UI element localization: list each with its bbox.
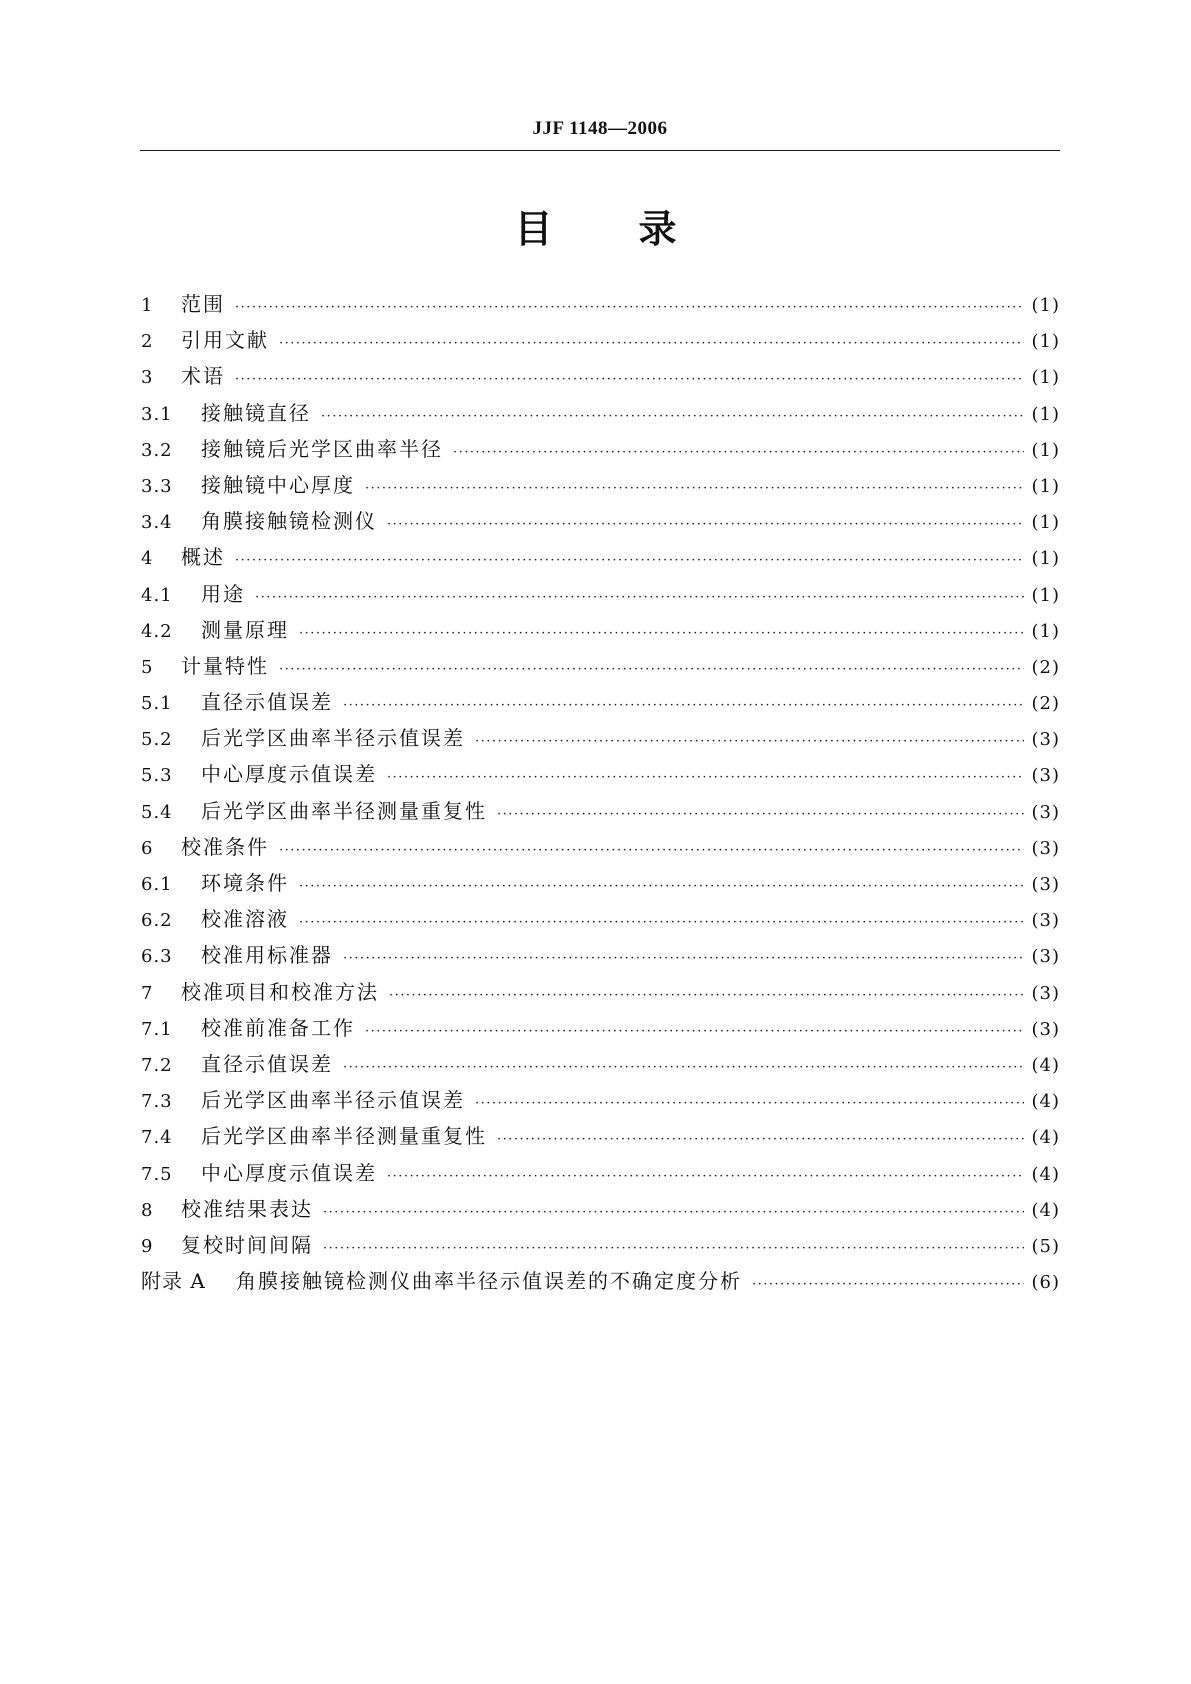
toc-entry[interactable] <box>141 360 1060 396</box>
toc-entry-title: 接触镜后光学区曲率半径 <box>201 436 443 461</box>
toc-entry-number: 9 <box>141 1235 154 1257</box>
toc-entry-page: (1) <box>1031 331 1060 353</box>
toc-entry-number: 4.1 <box>141 584 173 606</box>
toc-entry-page: (4) <box>1031 1091 1060 1113</box>
toc-entry[interactable] <box>141 939 1060 975</box>
header-divider <box>140 150 1060 151</box>
toc-entry-number: 7.4 <box>141 1127 173 1149</box>
toc-entry[interactable] <box>141 795 1060 831</box>
page-header-standard-code: JJF 1148—2006 <box>532 118 668 139</box>
toc-entry-number: 7.5 <box>141 1163 173 1185</box>
toc-entry-title: 校准结果表达 <box>181 1196 313 1221</box>
toc-entry-page: (3) <box>1031 874 1060 895</box>
toc-entry[interactable] <box>141 1157 1060 1193</box>
toc-entry-number: 4.2 <box>141 620 173 642</box>
toc-entry-title: 后光学区曲率半径示值误差 <box>201 726 465 751</box>
toc-leader-dots <box>387 1169 1024 1184</box>
toc-entry-number: 6.2 <box>141 910 173 932</box>
toc-entry-title: 后光学区曲率半径示值误差 <box>201 1088 465 1113</box>
toc-leader-dots <box>343 698 1024 713</box>
toc-entry-page: (4) <box>1031 1127 1060 1149</box>
toc-leader-dots <box>323 1205 1024 1220</box>
toc-entry[interactable] <box>141 288 1060 324</box>
toc-entry-title: 测量原理 <box>201 617 289 642</box>
toc-entry-page: (1) <box>1031 475 1060 497</box>
toc-entry-number: 1 <box>141 295 154 316</box>
toc-entry-page: (1) <box>1031 403 1060 425</box>
toc-entry-title: 计量特性 <box>181 653 269 678</box>
toc-leader-dots <box>235 553 1024 568</box>
toc-entry-number: 3.1 <box>141 403 173 425</box>
toc-entry[interactable] <box>141 541 1060 577</box>
toc-entry-number: 6.3 <box>141 946 173 968</box>
toc-entry-title: 概述 <box>181 545 225 570</box>
page-title <box>0 204 1191 254</box>
toc-leader-dots <box>453 445 1024 460</box>
toc-entry[interactable] <box>141 578 1060 614</box>
toc-entry[interactable] <box>141 758 1060 794</box>
toc-leader-dots <box>299 879 1024 894</box>
toc-entry-page: (3) <box>1031 910 1060 932</box>
toc-entry-page: (1) <box>1031 584 1060 606</box>
toc-entry-page: (3) <box>1031 982 1060 1004</box>
toc-entry-page: (1) <box>1031 439 1060 461</box>
toc-entry-title: 校准项目和校准方法 <box>181 979 379 1004</box>
toc-entry-title: 中心厚度示值误差 <box>201 1160 377 1185</box>
toc-entry[interactable] <box>141 397 1060 433</box>
toc-entry-number: 5.1 <box>141 693 173 715</box>
toc-entry-page: (3) <box>1031 946 1060 968</box>
toc-entry-title: 角膜接触镜检测仪 <box>201 509 377 534</box>
table-of-contents <box>141 288 1060 1301</box>
toc-entry-number: 7 <box>141 982 154 1004</box>
toc-entry-number: 6 <box>141 837 154 859</box>
toc-entry-appendix[interactable] <box>141 1265 1060 1301</box>
toc-entry-page: (1) <box>1031 620 1060 642</box>
toc-entry-number: 8 <box>141 1199 154 1221</box>
toc-entry-number: 5 <box>141 656 154 678</box>
toc-leader-dots <box>365 1024 1024 1039</box>
toc-entry[interactable] <box>141 867 1060 903</box>
toc-entry-number: 7.3 <box>141 1091 173 1113</box>
toc-entry[interactable] <box>141 831 1060 867</box>
toc-leader-dots <box>279 843 1024 858</box>
toc-entry-title: 引用文献 <box>181 328 269 353</box>
toc-entry-number: 3.4 <box>141 512 173 534</box>
toc-leader-dots <box>387 517 1024 532</box>
toc-entry-number: 7.2 <box>141 1054 173 1076</box>
toc-entry-page: (4) <box>1031 1054 1060 1076</box>
toc-entry[interactable] <box>141 686 1060 722</box>
toc-leader-dots <box>323 1241 1024 1256</box>
toc-entry-page: (3) <box>1031 837 1060 859</box>
toc-entry[interactable] <box>141 1229 1060 1265</box>
toc-entry[interactable] <box>141 1193 1060 1229</box>
toc-entry-title: 后光学区曲率半径测量重复性 <box>201 798 487 823</box>
toc-entry-number: 2 <box>141 331 154 353</box>
toc-entry-page: (4) <box>1031 1163 1060 1185</box>
toc-entry-page: (6) <box>1031 1272 1060 1294</box>
toc-leader-dots <box>343 1060 1024 1075</box>
toc-entry-page: (3) <box>1031 729 1060 751</box>
toc-leader-dots <box>321 409 1024 424</box>
toc-entry[interactable] <box>141 505 1060 541</box>
toc-entry[interactable] <box>141 1084 1060 1120</box>
toc-leader-dots <box>279 336 1024 351</box>
toc-entry-title: 校准用标准器 <box>201 943 333 968</box>
title-char-1: 目 <box>514 207 553 251</box>
toc-entry-title: 校准条件 <box>181 834 269 859</box>
toc-entry-title: 接触镜直径 <box>201 400 311 425</box>
toc-entry-title: 直径示值误差 <box>201 690 333 715</box>
toc-entry-title: 用途 <box>201 581 245 606</box>
toc-entry-page: (1) <box>1031 548 1060 570</box>
toc-entry-number: 5.3 <box>141 765 173 787</box>
toc-entry-number: 3.2 <box>141 439 173 461</box>
toc-entry-page: (1) <box>1031 367 1060 389</box>
toc-leader-dots <box>387 770 1024 785</box>
toc-entry-title: 角膜接触镜检测仪曲率半径示值误差的不确定度分析 <box>236 1269 742 1294</box>
toc-entry-title: 中心厚度示值误差 <box>201 762 377 787</box>
toc-entry-number: 7.1 <box>141 1018 173 1040</box>
toc-entry[interactable] <box>141 614 1060 650</box>
toc-leader-dots <box>255 590 1024 605</box>
toc-leader-dots <box>343 951 1024 966</box>
toc-leader-dots <box>389 988 1024 1003</box>
toc-entry[interactable] <box>141 650 1060 686</box>
toc-entry-title: 范围 <box>181 292 225 316</box>
toc-entry-number: 3 <box>141 367 154 389</box>
toc-entry[interactable] <box>141 469 1060 505</box>
toc-entry-title: 后光学区曲率半径测量重复性 <box>201 1124 487 1149</box>
toc-entry-page: (5) <box>1031 1235 1060 1257</box>
toc-entry[interactable] <box>141 976 1060 1012</box>
toc-leader-dots <box>365 481 1024 496</box>
toc-leader-dots <box>299 626 1024 641</box>
toc-entry-title: 校准前准备工作 <box>201 1015 355 1040</box>
toc-entry-page: (2) <box>1031 693 1060 715</box>
toc-entry-page: (1) <box>1031 512 1060 534</box>
toc-entry-number: 5.2 <box>141 729 173 751</box>
toc-entry-title: 直径示值误差 <box>201 1051 333 1076</box>
toc-entry-title: 术语 <box>181 364 225 389</box>
toc-entry-number: 6.1 <box>141 874 173 895</box>
toc-entry-title: 复校时间间隔 <box>181 1232 313 1257</box>
toc-entry[interactable] <box>141 1120 1060 1156</box>
toc-entry[interactable] <box>141 433 1060 469</box>
toc-entry-page: (3) <box>1031 1018 1060 1040</box>
title-char-2: 录 <box>638 207 677 251</box>
toc-entry[interactable] <box>141 324 1060 360</box>
toc-entry-number: 3.3 <box>141 475 173 497</box>
toc-leader-dots <box>475 734 1024 749</box>
toc-entry-page: (2) <box>1031 656 1060 678</box>
toc-entry[interactable] <box>141 903 1060 939</box>
toc-entry-title: 接触镜中心厚度 <box>201 472 355 497</box>
toc-leader-dots <box>235 372 1024 387</box>
toc-leader-dots <box>497 1132 1024 1147</box>
toc-entry-page: (3) <box>1031 765 1060 787</box>
toc-leader-dots <box>475 1096 1024 1111</box>
toc-entry[interactable] <box>141 1012 1060 1048</box>
toc-entry-page: (1) <box>1031 295 1060 316</box>
toc-leader-dots <box>752 1277 1024 1292</box>
toc-leader-dots <box>235 300 1024 315</box>
toc-leader-dots <box>497 807 1024 822</box>
toc-entry-title: 校准溶液 <box>201 907 289 932</box>
toc-entry-page: (3) <box>1031 801 1060 823</box>
toc-entry-number: 5.4 <box>141 801 173 823</box>
toc-entry-number: 4 <box>141 548 154 570</box>
toc-entry[interactable] <box>141 722 1060 758</box>
toc-entry-title: 环境条件 <box>201 871 289 895</box>
toc-leader-dots <box>279 662 1024 677</box>
toc-entry[interactable] <box>141 1048 1060 1084</box>
toc-entry-page: (4) <box>1031 1199 1060 1221</box>
toc-entry-number: 附录 A <box>141 1269 206 1294</box>
toc-leader-dots <box>299 915 1024 930</box>
